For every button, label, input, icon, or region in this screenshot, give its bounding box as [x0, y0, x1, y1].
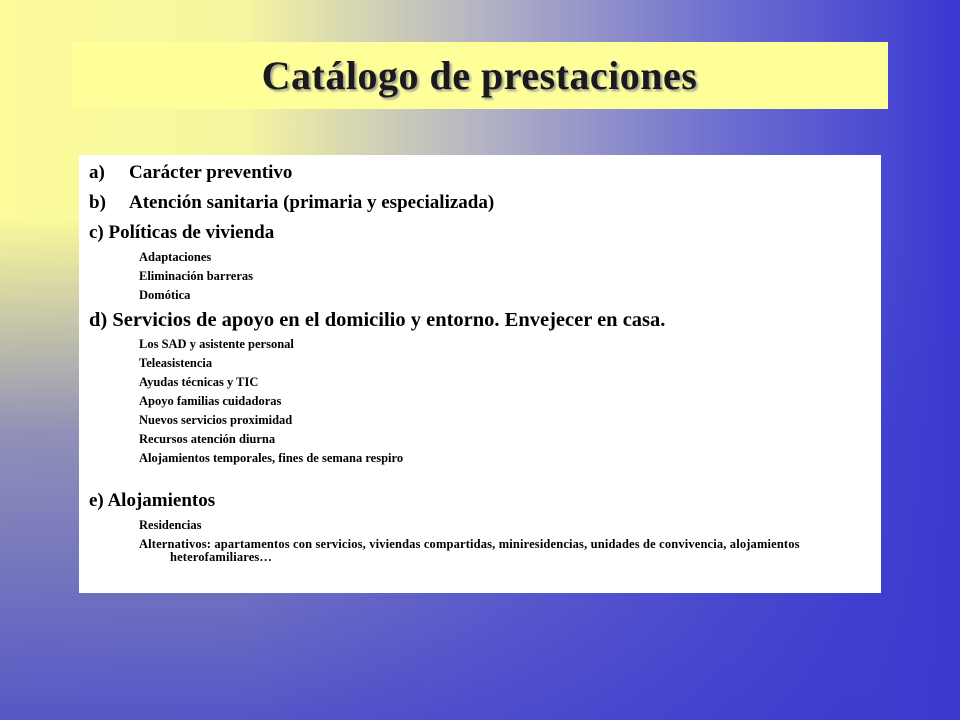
title-banner: [71, 42, 888, 109]
section-b-marker: b): [89, 192, 106, 213]
section-e-label: e) Alojamientos: [89, 490, 216, 511]
list-item: Los SAD y asistente personal: [139, 337, 294, 351]
list-item: Alternativos: apartamentos con servicios, viviendas compartidas, miniresidencias, unidades de convivencia, alojamientos heterofamiliares…: [139, 537, 800, 564]
list-item: Teleasistencia: [139, 356, 213, 370]
list-item: Recursos atención diurna: [139, 432, 276, 446]
section-a-marker: a): [89, 162, 105, 183]
list-item: Nuevos servicios proximidad: [139, 413, 293, 427]
section-b-label: Atención sanitaria (primaria y especializada): [129, 192, 495, 213]
section-b: [89, 188, 871, 218]
section-a: [89, 158, 871, 188]
list-item: Alojamientos temporales, fines de semana respiro: [139, 451, 404, 465]
section-a-label: Carácter preventivo: [129, 162, 293, 183]
slide-title: Catálogo de prestaciones: [261, 53, 698, 98]
section-d-label: d) Servicios de apoyo en el domicilio y entorno. Envejecer en casa.: [89, 309, 666, 331]
content-panel: [79, 155, 881, 593]
list-item: Apoyo familias cuidadoras: [139, 394, 282, 408]
list-item: Adaptaciones: [139, 250, 212, 264]
list-item: Residencias: [139, 518, 202, 532]
list-item: Eliminación barreras: [139, 269, 254, 283]
section-c-label: c) Políticas de vivienda: [89, 222, 275, 243]
list-item: Ayudas técnicas y TIC: [139, 375, 259, 389]
list-item: Domótica: [139, 288, 191, 302]
